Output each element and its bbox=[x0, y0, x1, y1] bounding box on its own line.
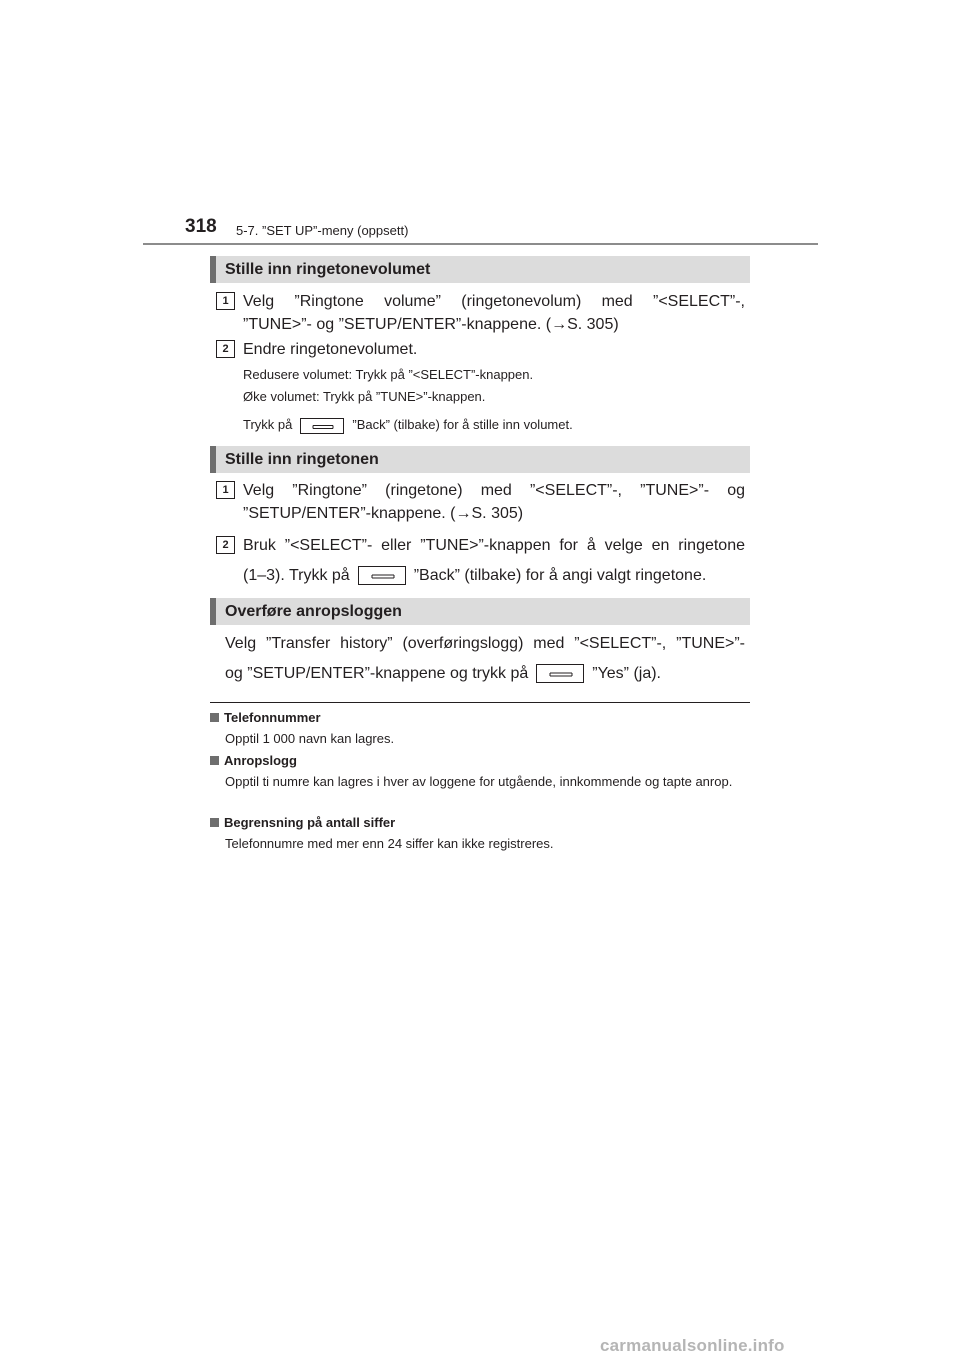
section-heading-ringtone-volume: Stille inn ringetonevolumet bbox=[210, 256, 750, 283]
step-text: Velg ”Ringtone” (ringetone) med ”<SELECT”-, ”TUNE>”- og bbox=[243, 482, 745, 499]
section-heading-ringtone: Stille inn ringetonen bbox=[210, 446, 750, 473]
info-title bbox=[210, 815, 395, 830]
step-number: 2 bbox=[216, 340, 235, 358]
body-suffix: ”Yes” (ja). bbox=[592, 665, 661, 682]
info-title bbox=[210, 710, 321, 725]
body-prefix: og ”SETUP/ENTER”-knappene og trykk på bbox=[225, 665, 529, 682]
body-text: Velg ”Transfer history” (overføringslogg) med ”<SELECT”-, ”TUNE>”- bbox=[225, 635, 745, 652]
step-text bbox=[243, 564, 706, 587]
section-divider bbox=[210, 702, 750, 703]
info-body: Opptil ti numre kan lagres i hver av loggene for utgående, innkommende og tapte anrop. bbox=[225, 774, 733, 789]
info-title-text: Telefonnummer bbox=[224, 710, 321, 725]
note-prefix: Trykk på bbox=[243, 417, 293, 432]
page-number: 318 bbox=[185, 216, 217, 237]
section-heading-transfer-history: Overføre anropsloggen bbox=[210, 598, 750, 625]
note-text: Redusere volumet: Trykk på ”<SELECT”-knappen. bbox=[243, 367, 534, 382]
step-number: 1 bbox=[216, 292, 235, 310]
info-body: Opptil 1 000 navn kan lagres. bbox=[225, 731, 395, 746]
step-text: ”TUNE>”- og ”SETUP/ENTER”-knappene. (→S. 305) bbox=[243, 316, 619, 333]
chapter-title: 5-7. ”SET UP”-meny (oppsett) bbox=[236, 223, 409, 238]
back-key-icon bbox=[300, 418, 344, 434]
bullet-square-icon bbox=[210, 756, 219, 765]
step-text: ”SETUP/ENTER”-knappene. (→S. 305) bbox=[243, 505, 524, 522]
info-title bbox=[210, 753, 297, 768]
watermark-text: carmanualsonline.info bbox=[600, 1336, 785, 1355]
step-number: 2 bbox=[216, 536, 235, 554]
step-number: 1 bbox=[216, 481, 235, 499]
step-text: Bruk ”<SELECT”- eller ”TUNE>”-knappen for å velge en ringetone bbox=[243, 537, 745, 554]
step-text: Velg ”Ringtone volume” (ringetonevolum) med ”<SELECT”-, bbox=[243, 293, 745, 310]
info-body: Telefonnumre med mer enn 24 siffer kan ikke registreres. bbox=[225, 836, 554, 851]
header-divider bbox=[143, 243, 818, 245]
info-title-text: Begrensning på antall siffer bbox=[224, 815, 396, 830]
step-text: Endre ringetonevolumet. bbox=[243, 341, 418, 358]
note-text bbox=[243, 416, 573, 434]
info-title-text: Anropslogg bbox=[224, 753, 297, 768]
note-text: Øke volumet: Trykk på ”TUNE>”-knappen. bbox=[243, 389, 486, 404]
back-key-icon bbox=[358, 566, 406, 585]
yes-key-icon bbox=[536, 664, 584, 683]
bullet-square-icon bbox=[210, 818, 219, 827]
step-prefix: (1–3). Trykk på bbox=[243, 567, 350, 584]
note-suffix: ”Back” (tilbake) for å stille inn volumet. bbox=[352, 417, 573, 432]
body-text bbox=[225, 662, 661, 685]
step-suffix: ”Back” (tilbake) for å angi valgt ringetone. bbox=[413, 567, 707, 584]
bullet-square-icon bbox=[210, 713, 219, 722]
